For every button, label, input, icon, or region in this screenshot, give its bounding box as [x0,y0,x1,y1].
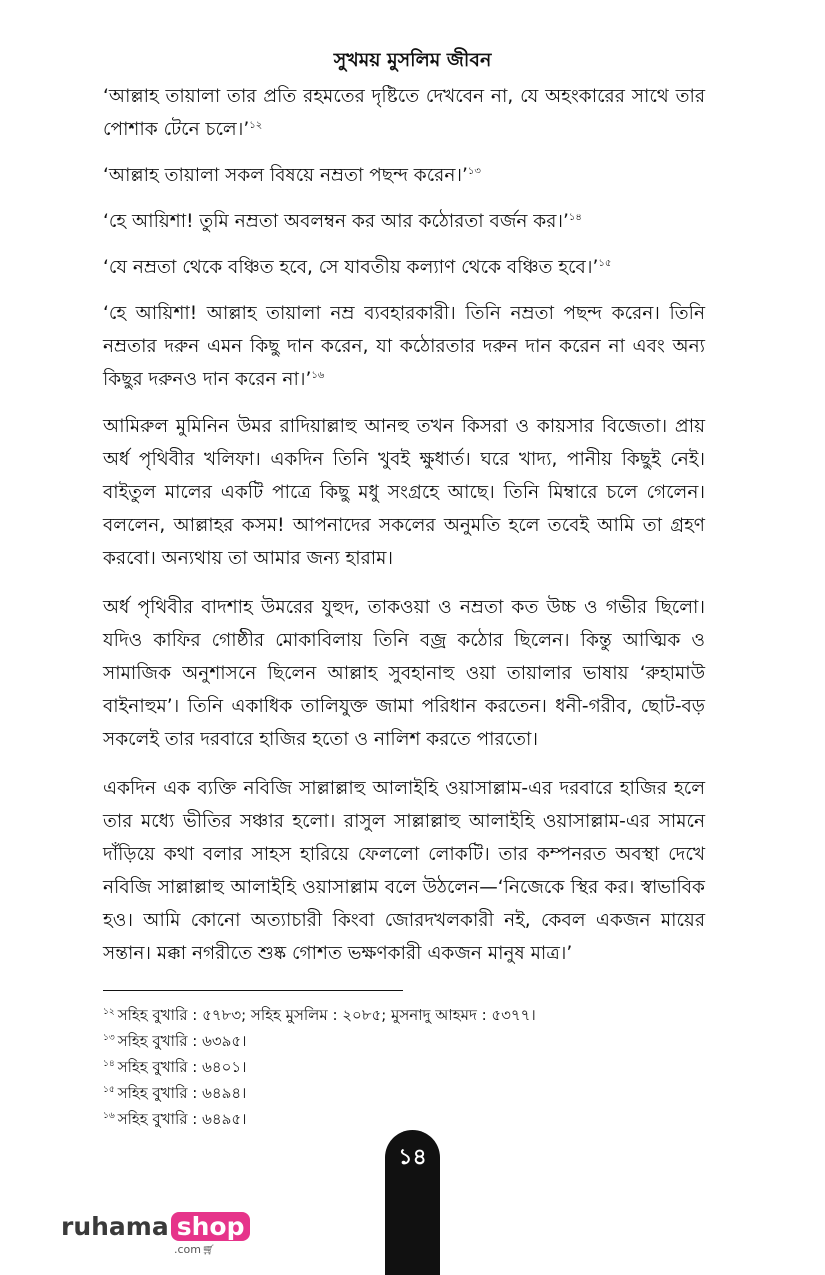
body-text [103,80,705,986]
quote-paragraph: ‘আল্লাহ তায়ালা তার প্রতি রহমতের দৃষ্টিতে দেখবেন না, যে অহংকারের সাথে তার পোশাক টেনে চলে।’$^{১২}$ [103,86,705,140]
footnote-number: ১৩ [103,1033,115,1043]
quote-paragraph: ‘যে নম্রতা থেকে বঞ্চিত হবে, সে যাবতীয় কল্যাণ থেকে বঞ্চিত হবে।’$^{১৫}$ [103,257,612,278]
footnote-ref: ১৩ [467,165,481,177]
cart-icon: 🛒︎ [202,1245,215,1256]
footnote-divider [103,990,403,991]
footnote: $^{১২}$ সহিহ বুখারি : ৫৭৮৩; সহিহ মুসলিম : ২০৮৫; মুসনাদু আহমদ : ৫৩৭৭। [103,1006,536,1024]
page-number: ১৪ [398,1145,427,1170]
logo-shop-badge: shop [171,1212,251,1241]
logo-domain-text: .com [174,1243,201,1256]
body-paragraph: আমিরুল মুমিনিন উমর রাদিয়াল্লাহু আনহু তখন কিসরা ও কায়সার বিজেতা। প্রায় অর্ধ পৃথিবীর খলিফা। একদিন তিনি খুবই ক্ষুধার্ত। ঘরে খাদ্য, পানীয় কিছুই নেই। বাইতুল মালের একটি পাত্রে কিছু মধু সংগ্রহে আছে। তিনি মিম্বারে চলে গেলেন। বললেন, আল্লাহর কসম! আপনাদের সকলের অনুমতি হলে তবেই আমি তা গ্রহণ করবো। অন্যথায় তা আমার জন্য হারাম। [103,416,705,569]
ruhamashop-logo [61,1212,245,1262]
footnote-number: ১২ [103,1007,115,1017]
page-number-tab [385,1130,440,1275]
footnote-ref: ১৪ [568,211,582,223]
footnote-number: ১৬ [103,1111,115,1121]
logo-ruhama-text: ruhama [61,1212,169,1241]
body-paragraph: একদিন এক ব্যক্তি নবিজি সাল্লাল্লাহু আলাইহি ওয়াসাল্লাম-এর দরবারে হাজির হলে তার মধ্যে ভীতির সঞ্চার হলো। রাসুল সাল্লাল্লাহু আলাইহি ওয়াসাল্লাম-এর সামনে দাঁড়িয়ে কথা বলার সাহস হারিয়ে ফেললো লোকটি। তার কম্পনরত অবস্থা দেখে নবিজি সাল্লাল্লাহু আলাইহি ওয়াসাল্লাম বলে উঠলেন—‘নিজেকে স্থির কর। স্বাভাবিক হও। আমি কোনো অত্যাচারী কিংবা জোরদখলকারী নই, কেবল একজন মায়ের সন্তান। মক্কা নগরীতে শুষ্ক গোশত ভক্ষণকারী একজন মানুষ মাত্র।’ [103,778,705,964]
quote-paragraph: ‘হে আয়িশা! তুমি নম্রতা অবলম্বন কর আর কঠোরতা বর্জন কর।’$^{১৪}$ [103,211,582,232]
running-header [0,46,825,78]
footnote-number: ১৫ [103,1085,115,1095]
book-title: সুখময় মুসলিম জীবন [333,49,492,71]
footnotes [103,1002,703,1132]
footnote-ref: ১৫ [598,257,612,269]
footnote-number: ১৪ [103,1059,115,1069]
footnote: $^{১৪}$ সহিহ বুখারি : ৬৪০১। [103,1058,247,1076]
footnote-ref: ১২ [249,119,263,131]
footnote: $^{১৩}$ সহিহ বুখারি : ৬৩৯৫। [103,1032,247,1050]
body-paragraph: অর্ধ পৃথিবীর বাদশাহ উমরের যুহুদ, তাকওয়া ও নম্রতা কত উচ্চ ও গভীর ছিলো। যদিও কাফির গোষ্ঠীর মোকাবিলায় তিনি বজ্র কঠোর ছিলেন। কিন্তু আত্মিক ও সামাজিক অনুশাসনে ছিলেন আল্লাহ সুবহানাহু ওয়া তায়ালার ভাষায় ‘রুহামাউ বাইনাহুম’। তিনি একাধিক তালিযুক্ত জামা পরিধান করতেন। ধনী-গরীব, ছোট-বড় সকলেই তার দরবারে হাজির হতো ও নালিশ করতে পারতো। [103,597,705,750]
footnote-ref: ১৬ [311,369,325,381]
quote-paragraph: ‘আল্লাহ তায়ালা সকল বিষয়ে নম্রতা পছন্দ করেন।’$^{১৩}$ [103,165,481,186]
footnote: $^{১৬}$ সহিহ বুখারি : ৬৪৯৫। [103,1110,247,1128]
quote-paragraph: ‘হে আয়িশা! আল্লাহ তায়ালা নম্র ব্যবহারকারী। তিনি নম্রতা পছন্দ করেন। তিনি নম্রতার দরুন এমন কিছু দান করেন, যা কঠোরতার দরুন দান করেন না এবং অন্য কিছুর দরুনও দান করেন না।’$^{১৬}$ [103,303,705,390]
footnote: $^{১৫}$ সহিহ বুখারি : ৬৪৯৪। [103,1084,247,1102]
